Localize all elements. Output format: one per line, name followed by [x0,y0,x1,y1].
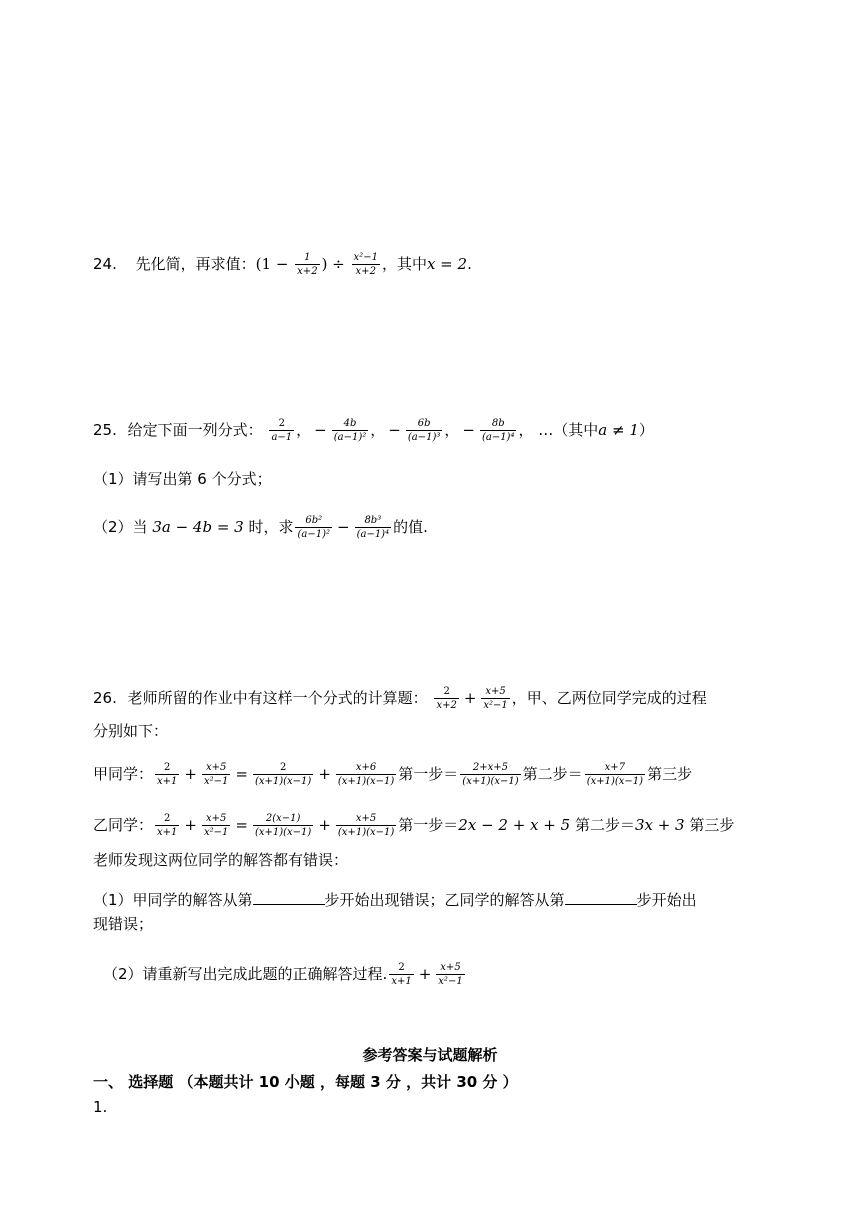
question-number: 26. [93,689,117,707]
part-text: 时，求 [243,518,294,536]
ellipsis-text: …（其中 [538,421,599,439]
question-26-part-1-cont [93,917,153,932]
fraction: $\frac{\text{x²−1}}{x+2}$ [353,252,378,277]
separator: ， [370,421,386,439]
fraction: $\frac{8b}{\text{(a−1)⁴}}$ [481,418,515,443]
separator: ， [444,421,460,439]
question-26-line-2 [93,724,168,739]
fraction: $\frac{x+5}{\text{x²−1}}$ [203,762,229,787]
question-text: 给定下面一列分式： [127,421,263,439]
answers-title: 参考答案与试题解析 [362,1046,498,1064]
fraction: $\frac{2}{a-1}$ [271,418,293,443]
minus-sign: − [388,421,401,439]
question-text: 分别如下： [93,722,169,740]
fraction: $\frac{\text{8b³}}{\text{(a−1)⁴}}$ [356,515,390,540]
note-text: 老师发现这两位同学的解答都有错误： [93,851,349,869]
student-jia-solution [93,762,692,787]
section-heading: 一、 选择题 （本题共计 10 小题 ，每题 3 分 ，共计 30 分 ） [93,1073,518,1091]
equals-sign: = [235,816,248,834]
period: . [467,255,472,273]
minus-sign: − [314,421,327,439]
question-25-part-1 [93,472,272,487]
question-number: 24. [93,255,117,273]
part-text: 步开始出 [636,891,697,909]
math-open: (1 − [255,255,289,273]
fraction: $\frac{x+5}{\text{x²−1}}$ [483,686,508,711]
fraction: $\frac{2}{x+1}$ [157,813,178,838]
answer-item-1: 1. [93,1098,108,1116]
question-text: 先化简，再求值： [135,255,256,273]
student-label: 乙同学： [93,816,154,834]
fraction: $\frac{1}{x+2}$ [297,252,318,277]
answer-blank[interactable] [565,890,637,905]
fraction: $\frac{2}{x+1}$ [391,962,412,987]
equals-sign: = [235,765,248,783]
separator: ， [518,421,534,439]
fraction: $\frac{x+6}{(x+1)(x-1)}$ [337,762,395,787]
part-text: （2）请重新写出完成此题的正确解答过程. [103,965,388,983]
question-text: 老师所留的作业中有这样一个分式的计算题： [127,689,428,707]
fraction: $\frac{\text{6b²}}{\text{(a−1)²}}$ [297,515,330,540]
separator: ， [296,421,312,439]
condition: x = 2 [426,255,468,273]
fraction: $\frac{x+5}{\text{x²−1}}$ [203,813,229,838]
expression: 2x − 2 + x + 5 [458,816,571,834]
fraction: $\frac{2+x+5}{(x+1)(x-1)}$ [462,762,519,787]
step-label: 第三步 [647,765,693,783]
fraction: $\frac{x+5}{(x+1)(x-1)}$ [337,813,395,838]
fraction: $\frac{2}{x+1}$ [157,762,178,787]
student-label: 甲同学： [93,765,154,783]
step-label: 第一步＝ [398,816,459,834]
question-26-part-1 [93,890,697,908]
fraction: $\frac{6b}{\text{(a−1)³}}$ [407,418,441,443]
fraction: $\frac{2(x-1)}{(x+1)(x-1)}$ [254,813,312,838]
expression: 3x + 3 [634,816,685,834]
part-text: 现错误； [93,915,154,933]
plus-sign: + [184,816,197,834]
condition: a ≠ 1 [598,421,639,439]
part-text: （1）请写出第 6 个分式； [93,470,272,488]
math-divide: ) ÷ [321,255,345,273]
minus-sign: − [337,518,350,536]
step-label: 第三步 [684,816,735,834]
minus-sign: − [462,421,475,439]
part-text: （1）甲同学的解答从第 [93,891,253,909]
question-26-part-2 [103,962,467,987]
question-text: ，甲、乙两位同学完成的过程 [511,689,707,707]
plus-sign: + [318,765,331,783]
fraction: $\frac{x+5}{\text{x²−1}}$ [438,962,463,987]
plus-sign: + [418,965,432,983]
teacher-note [93,853,348,868]
question-25-part-2 [93,515,428,540]
paren-close: ） [638,421,654,439]
step-label: 第二步＝ [522,765,583,783]
fraction: $\frac{2}{(x+1)(x-1)}$ [254,762,312,787]
question-number: 25. [93,421,117,439]
fraction: $\frac{4b}{\text{(a−1)²}}$ [333,418,367,443]
plus-sign: + [318,816,331,834]
question-26 [93,686,707,711]
answer-blank[interactable] [253,890,325,905]
equation: 3a − 4b = 3 [152,518,244,536]
part-text: 步开始出现错误；乙同学的解答从第 [324,891,565,909]
step-label: 第二步＝ [570,816,635,834]
fraction: $\frac{2}{x+2}$ [436,686,457,711]
question-25 [93,418,654,443]
fraction: $\frac{x+7}{(x+1)(x-1)}$ [586,762,644,787]
question-tail: ，其中 [381,255,427,273]
step-label: 第一步＝ [398,765,459,783]
part-text: （2）当 [93,518,153,536]
plus-sign: + [184,765,197,783]
plus-sign: + [463,689,477,707]
question-24 [93,252,472,277]
student-yi-solution [93,813,734,838]
part-text: 的值. [393,518,428,536]
